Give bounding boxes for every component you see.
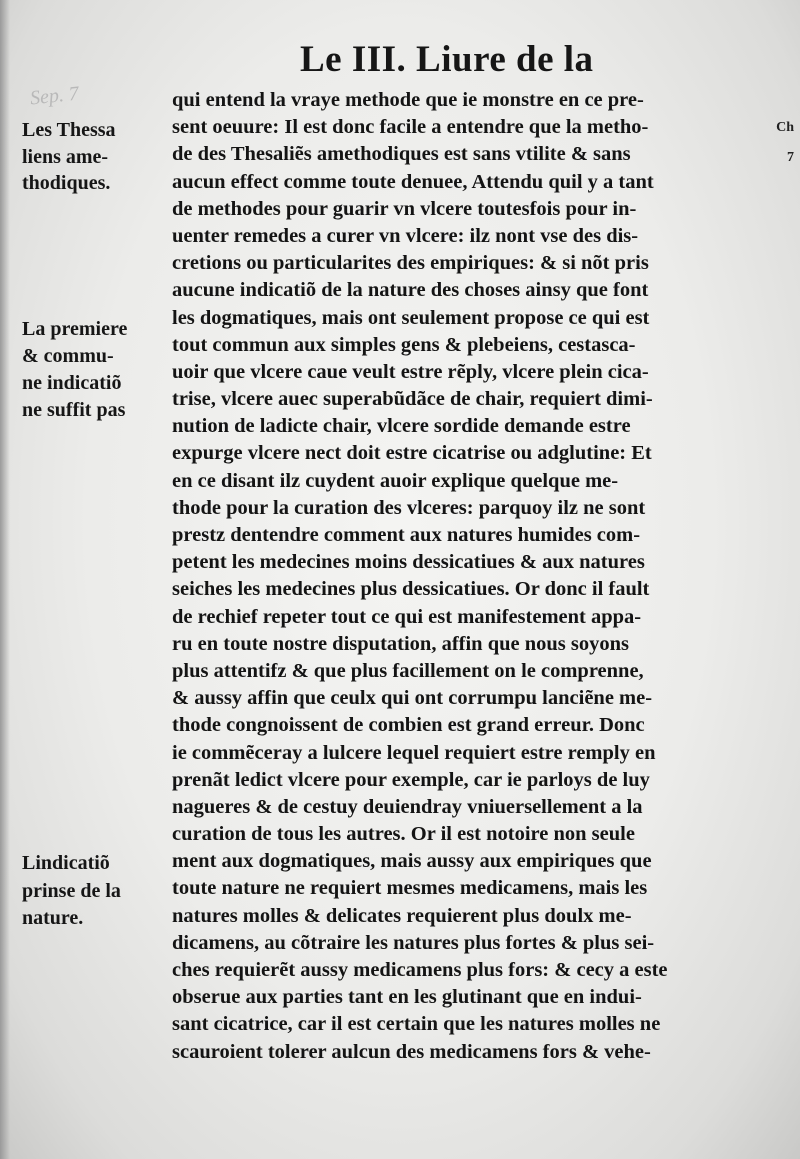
margin-note-line: La premiere: [22, 318, 128, 340]
text-line: plus attentifz & que plus facillement on le comprenne,: [172, 659, 644, 682]
text-line: ie commẽceray a lulcere lequel requiert estre remply en: [172, 741, 656, 764]
text-line: les dogmatiques, mais ont seulement propose ce qui est: [172, 306, 650, 329]
text-line: nagueres & de cestuy deuiendray vniuersellement a la: [172, 795, 643, 818]
text-line: thode congnoissent de combien est grand erreur. Donc: [172, 714, 645, 737]
text-line: scauroient tolerer aulcun des medicamens fors & vehe-: [172, 1040, 651, 1063]
margin-note-line: thodiques.: [22, 172, 111, 194]
margin-note-line: Les Thessa: [22, 119, 116, 141]
margin-note-line: & commu-: [22, 345, 114, 367]
text-line: & aussy affin que ceulx qui ont corrumpu lanciẽne me-: [172, 687, 653, 710]
text-line: cretions ou particularites des empiriques: & si nõt pris: [172, 252, 649, 275]
margin-note-line: ne indicatiõ: [22, 372, 122, 394]
edge-mark-7: 7: [787, 150, 794, 165]
text-line: aucune indicatiõ de la nature des choses ainsy que font: [172, 279, 649, 302]
text-line: toute nature ne requiert mesmes medicamens, mais les: [172, 877, 648, 900]
text-line: sant cicatrice, car il est certain que les natures molles ne: [172, 1013, 661, 1036]
text-line: petent les medecines moins dessicatiues & aux natures: [172, 551, 645, 574]
text-line: ches requierẽt aussy medicamens plus fors: & cecy a este: [172, 959, 668, 981]
faint-handwritten-mark: Sep. 7: [28, 82, 80, 110]
edge-mark-ch: Ch: [776, 120, 794, 135]
margin-note-line: ne suffit pas: [22, 399, 126, 421]
text-line: ment aux dogmatiques, mais aussy aux empiriques que: [172, 850, 652, 873]
text-line: de rechief repeter tout ce qui est manifestement appa-: [172, 605, 642, 628]
text-line: de methodes pour guarir vn vlcere toutesfois pour in-: [172, 197, 637, 220]
text-line: expurge vlcere nect doit estre cicatrise ou adglutine: Et: [172, 442, 652, 465]
text-line: tout commun aux simples gens & plebeiens, cestasca-: [172, 333, 636, 356]
text-line: uoir que vlcere caue veult estre rẽply, vlcere plein cica-: [172, 360, 649, 383]
text-line: qui entend la vraye methode que ie monstre en ce pre-: [172, 89, 644, 111]
page-binding-shadow: [0, 0, 10, 1159]
text-line: curation de tous les autres. Or il est notoire non seule: [172, 823, 635, 846]
running-head: Le III. Liure de la: [300, 39, 594, 80]
main-text-block: [172, 87, 784, 1066]
text-line: prenãt ledict vlcere pour exemple, car ie parloys de luy: [172, 768, 650, 791]
text-line: nution de ladicte chair, vlcere sordide demande estre: [172, 415, 631, 438]
text-line: obserue aux parties tant en les glutinant que en indui-: [172, 986, 642, 1009]
text-line: de des Thesaliẽs amethodiques est sans vtilite & sans: [172, 143, 631, 166]
margin-note-line: liens ame-: [22, 146, 109, 168]
text-line: thode pour la curation des vlceres: parquoy ilz ne sont: [172, 496, 646, 519]
text-line: sent oeuure: Il est donc facile a entendre que la metho-: [172, 116, 649, 139]
text-line: dicamens, au cõtraire les natures plus fortes & plus sei-: [172, 931, 655, 954]
margin-note-line: prinse de la: [22, 880, 121, 902]
text-line: uenter remedes a curer vn vlcere: ilz nont vse des dis-: [172, 224, 639, 247]
margin-note-line: nature.: [22, 907, 84, 929]
text-line: en ce disant ilz cuydent auoir explique quelque me-: [172, 469, 619, 492]
text-line: natures molles & delicates requierent plus doulx me-: [172, 904, 632, 927]
margin-note-line: Lindicatiõ: [22, 852, 110, 874]
text-line: prestz dentendre comment aux natures humides com-: [172, 524, 641, 546]
text-line: aucun effect comme toute denuee, Attendu quil y a tant: [172, 170, 654, 193]
text-line: ru en toute nostre disputation, affin que nous soyons: [172, 632, 629, 655]
text-line: trise, vlcere auec superabũdãce de chair, requiert dimi-: [172, 388, 653, 411]
text-line: seiches les medecines plus dessicatiues. Or donc il fault: [172, 578, 650, 601]
